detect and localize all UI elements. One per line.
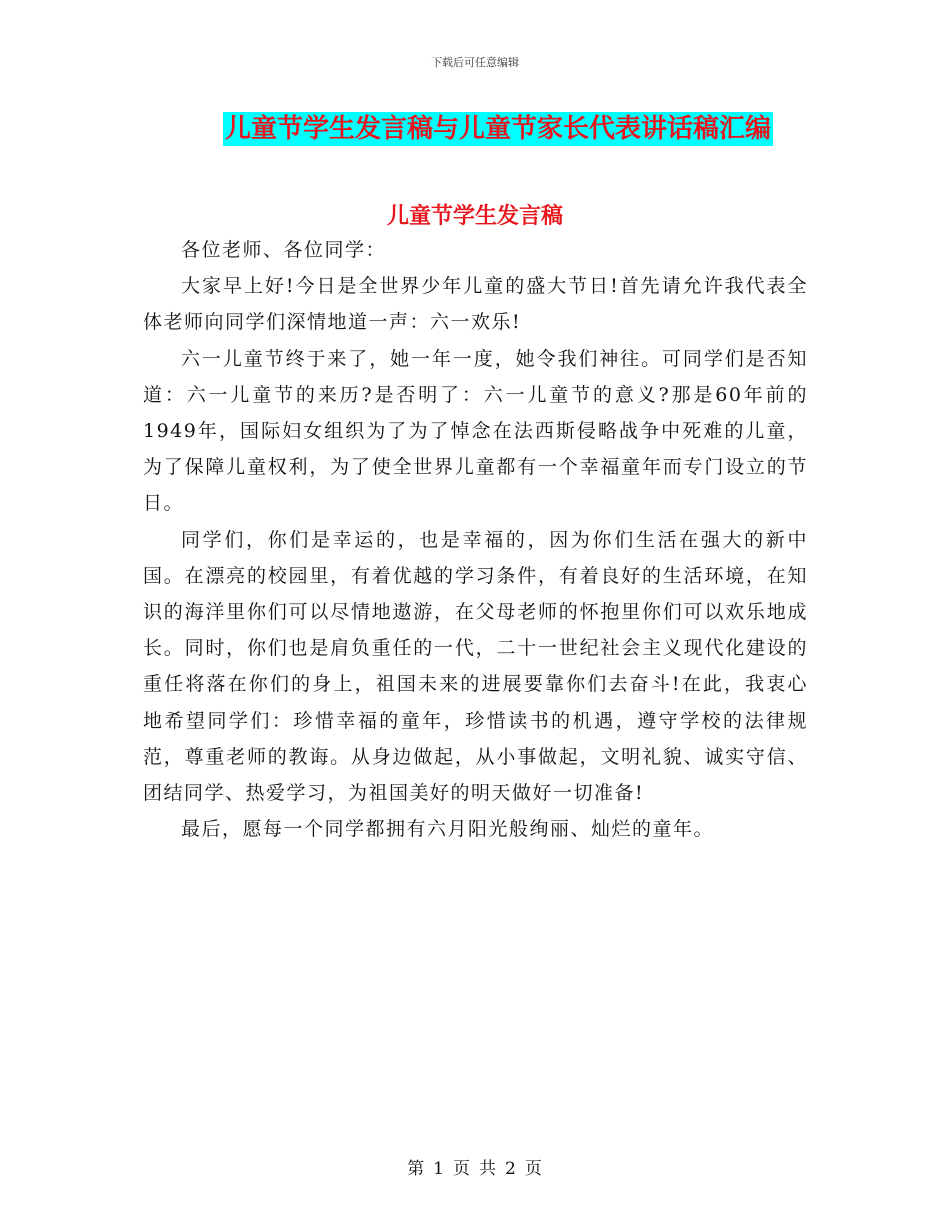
footer-total-word: 共 [479, 1159, 497, 1179]
document-body [143, 232, 808, 847]
footer-page-total: 2 [505, 1159, 517, 1179]
paragraph: 六一儿童节终于来了，她一年一度，她令我们神往。可同学们是否知道：六一儿童节的来历?是否明了：六一儿童节的意义?那是60年前的1949年，国际妇女组织为了为了悼念在法西斯侵略战争中死难的儿童，为了保障儿童权利，为了使全世界儿童都有一个幸福童年而专门设立的节日。 [143, 347, 808, 515]
header-note: 下载后可任意编辑 [431, 56, 519, 69]
footer-page-word: 第 [407, 1159, 426, 1179]
footer-total-unit: 页 [524, 1159, 543, 1179]
main-title-container [0, 112, 950, 146]
paragraph-greeting: 各位老师、各位同学： [181, 239, 387, 261]
footer-page-current: 1 [433, 1159, 445, 1179]
paragraph: 大家早上好!今日是全世界少年儿童的盛大节日!首先请允许我代表全体老师向同学们深情地道一声：六一欢乐! [143, 275, 808, 334]
footer-page-unit: 页 [453, 1159, 471, 1179]
paragraph: 同学们，你们是幸运的，也是幸福的，因为你们生活在强大的新中国。在漂亮的校园里，有着优越的学习条件，有着良好的生活环境，在知识的海洋里你们可以尽情地遨游，在父母老师的怀抱里你们可以欢乐地成长。同时，你们也是肩负重任的一代，二十一世纪社会主义现代化建设的重任将落在你们的身上，祖国未来的进展要靠你们去奋斗!在此，我衷心地希望同学们：珍惜幸福的童年，珍惜读书的机遇，遵守学校的法律规范，尊重老师的教诲。从身边做起，从小事做起，文明礼貌、诚实守信、团结同学、热爱学习，为祖国美好的明天做好一切准备! [143, 528, 808, 805]
paragraph: 最后，愿每一个同学都拥有六月阳光般绚丽、灿烂的童年。 [181, 818, 715, 841]
main-title: 儿童节学生发言稿与儿童节家长代表讲话稿汇编 [224, 114, 771, 144]
page-footer [0, 1154, 950, 1179]
section-title: 儿童节学生发言稿 [386, 204, 563, 229]
